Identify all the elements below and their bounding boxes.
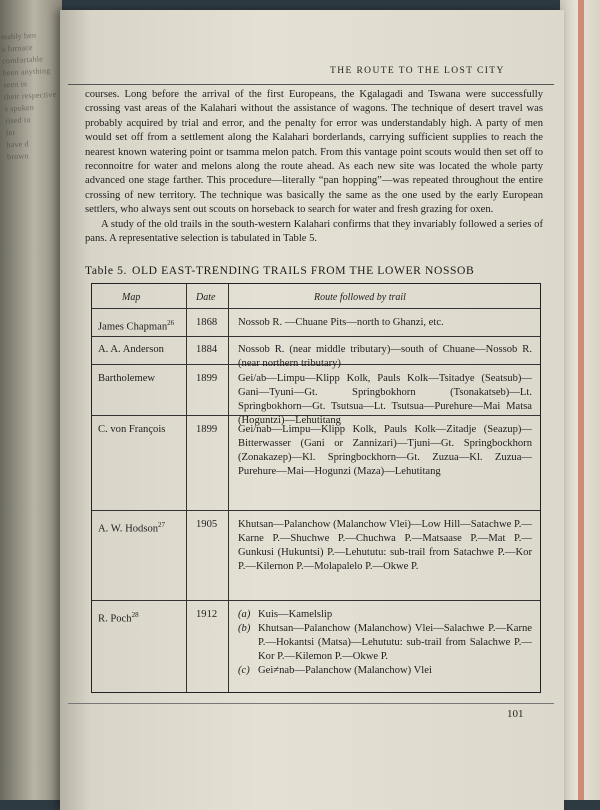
running-head: THE ROUTE TO THE LOST CITY: [330, 66, 505, 76]
previous-page-edge: [0, 0, 62, 800]
table-row-route: Nossob R. —Chuane Pits—north to Ghanzi, etc.: [238, 317, 444, 328]
footer-rule: [68, 703, 554, 704]
table-row-map: Bartholemew: [98, 373, 156, 384]
header-rule: [68, 84, 554, 85]
table-row-map: James Chapman$^{26}$: [98, 319, 175, 333]
red-edge: [578, 0, 584, 800]
table-number: Table 5.: [85, 264, 127, 277]
header-map: Map: [122, 292, 141, 303]
table-row-map: C. von François: [98, 424, 166, 435]
trails-table: [91, 283, 541, 693]
row-divider: [92, 510, 540, 511]
column-divider: [186, 284, 187, 692]
background-right: [560, 0, 600, 800]
table-row-route: [238, 608, 532, 678]
row-divider: [92, 600, 540, 601]
table-row-date: 1899: [196, 424, 218, 435]
paragraph: courses. Long before the arrival of the first Europeans, the Kgalagadi and Tswana were successfully crossing vast areas of the Kalahari without the assistance of wagons. The technique of desert travel was probably acquired by trial and error, and the penalty for error was understandably high. A party of men would set off from a settlement along the Kalahari borderlands, carrying sufficient supplies to reach the nearest known watering point or tsamma melon patch. From this vantage point scouts would then set off to reconnoitre for water and melons along the route ahead. As each new site was located the whole party advanced one stage farther. This procedure—literally “pan hopping”—was repeated throughout the entire crossing of new territory. The technique was basically the same as the one used by the early European settlers, who always sent out scouts on horseback to search for water and fresh grazing for oxen.: [85, 89, 543, 216]
page-number: 101: [507, 708, 524, 720]
table-row-route: Nossob R. (near middle tributary)—south of Chuane—Nossob R. (near northern tributary): [238, 344, 532, 369]
table-row-date: 1884: [196, 344, 218, 355]
row-divider: [92, 336, 540, 337]
column-divider: [228, 284, 229, 692]
table-row-map: R. Poch$^{28}$: [98, 611, 139, 625]
table-caption: [85, 264, 555, 277]
route-subitem: (b) Khutsan—Palanchow (Malanchow) Vlei—Salachwe P.—Karne P.—Hokantsi (Matsa)—Lehututu: sub-trail from Salachwe P.—Kor P.—Kilemon P.—Okwe P.: [238, 623, 532, 662]
row-divider: [92, 308, 540, 309]
header-date: Date: [196, 292, 216, 303]
table-row-map: A. A. Anderson: [98, 344, 164, 355]
header-route: Route followed by trail: [314, 292, 406, 303]
table-row-route: Gei/nab—Limpu—Klipp Kolk, Pauls Kolk—Zitadje (Seazup)—Bitterwasser (Gani or Zannizari)—Tjuni—Gt. Springbockhorn (Zonakazep)—Kl. Springbockhorn—Gt. Zuzua—Kl. Zuzua—Purehure—Mai—Hogunzi (Maza)—Lehutitang: [238, 424, 532, 477]
paragraph: A study of the old trails in the south-western Kalahari confirms that they invariably followed a series of pans. A representative selection is tabulated in Table 5.: [85, 218, 543, 245]
route-subitem: (c) Gei≠nab—Palanchow (Malanchow) Vlei: [238, 665, 432, 676]
table-row-date: 1899: [196, 373, 218, 384]
table-row-route: Khutsan—Palanchow (Malanchow Vlei)—Low Hill—Satachwe P.—Karne P.—Shuchwe P.—Chuchwa P.—Matsaase P.—Mat P.—Gunkusi (Hukuntsi) P.—Lehututu: sub-trail from Satachwe P.—Kor P.—Kilernon P.—Molapalelo P.—Okwe P.: [238, 519, 532, 572]
table-row-route: Gei/ab—Limpu—Klipp Kolk, Pauls Kolk—Tsitadye (Seatsub)—Gani—Tyuni—Gt. Springbokhorn (Tsonakatseb)—Lt. Springbokhorn—Gt. Tsutsua—Lt. Tsutsua—Purehure—Mai Matsa (Hoguntzi)—Lehutitang: [238, 373, 532, 426]
table-title: OLD EAST-TRENDING TRAILS FROM THE LOWER NOSSOB: [131, 264, 475, 277]
body-text: [85, 88, 543, 246]
table-row-date: 1905: [196, 519, 218, 530]
table-row-date: 1868: [196, 317, 218, 328]
table-row-map: A. W. Hodson$^{27}$: [98, 521, 166, 535]
route-subitem: (a) Kuis—Kamelslip: [238, 609, 333, 620]
book-page: [60, 10, 564, 810]
table-row-date: 1912: [196, 609, 218, 620]
previous-page-text: mably hen a furnace comfortable been anything seen in their respective s spoken rised to fer have d brown: [0, 30, 57, 162]
